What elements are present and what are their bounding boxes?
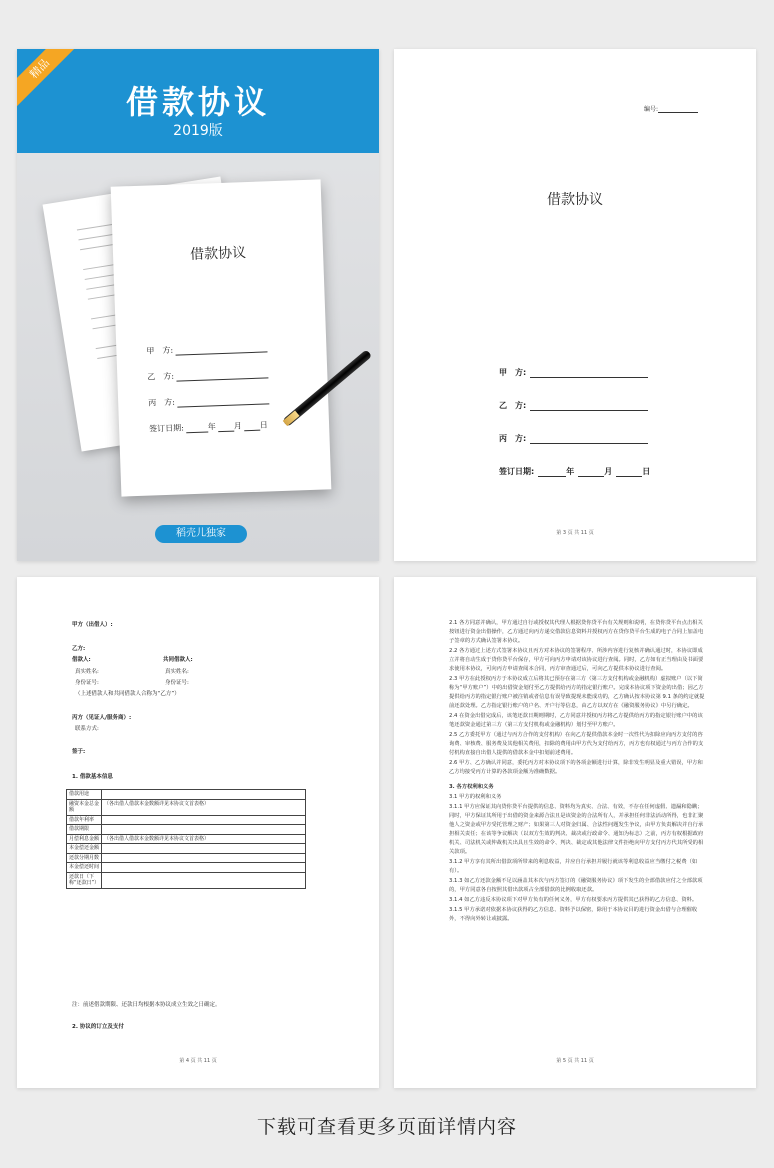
party-a-label: 甲方（出借人）: xyxy=(72,622,113,628)
terms-paragraph: 2.6 甲方、乙方确认并同意，委托丙方对本协议项下的各项金额进行计算，除非发生明显及重大错误，甲方和乙方均接受丙方计算的各款项金额为准确数据。 xyxy=(449,760,703,775)
co-id-label: 身份证号: xyxy=(165,680,189,686)
table-cell-value: （各出借人借款本金数额详见本协议文首表格） xyxy=(102,799,306,815)
party-c-row: 丙 方: xyxy=(499,433,648,444)
co-borrower-label: 共同借款人: xyxy=(163,657,193,663)
table-cell-label: 还款分期月数 xyxy=(67,853,102,863)
table-cell-label: 借款期限 xyxy=(67,825,102,835)
table-cell-value xyxy=(102,872,306,888)
code-field: 编号: xyxy=(644,104,698,113)
sheet-title: 借款协议 xyxy=(189,245,247,264)
table-cell-value xyxy=(102,815,306,825)
exclusive-badge: 稻壳儿独家 xyxy=(155,525,247,543)
table-row xyxy=(67,825,306,835)
contact-label: 联系方式: xyxy=(75,726,99,732)
combined-note: （上述借款人和共同借款人合称为“乙方”） xyxy=(75,691,180,697)
sign-date-row: 签订日期: 年 月 日 xyxy=(499,467,651,476)
table-row xyxy=(67,790,306,800)
table-cell-value xyxy=(102,825,306,835)
premium-ribbon: 精品 xyxy=(17,49,79,108)
sheet-row: 乙 方: xyxy=(147,367,268,382)
page-number: 第 4 页 共 11 页 xyxy=(179,1058,217,1064)
table-cell-label: 融资本金总金额 xyxy=(67,799,102,815)
terms-paragraph: 3. 各方权利和义务 xyxy=(449,784,494,790)
terms-page[interactable] xyxy=(394,577,756,1088)
borrower-label: 借款人: xyxy=(72,657,91,663)
co-real-name-label: 真实姓名: xyxy=(165,669,189,675)
party-c-label: 丙方（见证人/服务商）: xyxy=(72,715,132,721)
cover-title: 借款协议 xyxy=(125,83,270,121)
table-cell-value xyxy=(102,853,306,863)
party-a-row: 甲 方: xyxy=(499,367,648,378)
doc-title: 借款协议 xyxy=(547,192,603,208)
table-cell-value xyxy=(102,863,306,873)
title-page[interactable] xyxy=(394,49,756,561)
info-page[interactable] xyxy=(17,577,379,1088)
terms-paragraph: 2.5 乙方委托甲方（通过与丙方合作的支付机构）在向乙方提供借款本金时一次性代为扣除应向丙方支付的咨询费、审核费、服务费及其他相关费用，扣除的费用由甲方代为支付给丙方，丙方也有权通过与丙方合作的支付机构直接自出借人提供的借款本金中扣划前述费用。 xyxy=(449,732,704,756)
sheet-row: 甲 方: xyxy=(146,341,267,356)
section-2-heading: 2. 协议的订立及支付 xyxy=(72,1024,124,1030)
section-1-heading: 1. 借款基本信息 xyxy=(72,774,113,780)
table-cell-label: 借款年利率 xyxy=(67,815,102,825)
table-cell-label: 本金偿还时间 xyxy=(67,863,102,873)
party-b-label: 乙方: xyxy=(72,646,86,652)
id-label: 身份证号: xyxy=(75,680,99,686)
terms-paragraph: 3.1.4 如乙方违反本协议项下对甲方负有的任何义务，甲方有权要求丙方提供其已获得的乙方信息、资料。 xyxy=(449,897,698,903)
terms-paragraph: 3.1.1 甲方应保证其向贷你贷平台提供的信息、资料均为真实、合法、有效，不存在任何虚假、遗漏和隐瞒；同时，甲方保证其所用于出借的资金来源合法且是该资金的合法所有人，并承担任何非法活动所得，也非汇聚他人之资金或甲方受托管理之财产；如果第三人对资金归属、合法性问题发生争议，由甲方负责解决并自行承担相关责任；在该等争议解决（以双方生效的判决、裁决或行政命令、通知为标志）之前，丙方有权根据政府机关、司法机关或仲裁机关出具且生效的命令、判决、裁定或其他法律文件拒绝向甲方支付丙方代其所受的相关款项。 xyxy=(449,804,704,855)
terms-paragraph: 3.1.5 甲方承诺对依据本协议获得的乙方信息、资料予以保密，除用于本协议目的进行资金出借与合理催收外，不得向外转让或披露。 xyxy=(449,907,698,922)
table-cell-label: 本金偿还金额 xyxy=(67,844,102,854)
terms-paragraph: 2.4 在资金出借完成后，该笔还款日期则期时，乙方同意并授权丙方将乙方提供给丙方的指定银行账户中的该笔还款资金通过第三方（第三方支付机构或金融机构）划付至甲方账户。 xyxy=(449,713,703,728)
sheet-date-row: 签订日期: 年 月 日 xyxy=(148,420,268,434)
terms-paragraph: 2.3 甲方在此授权丙方于本协议成立后将其已预存在第三方（第三方支付机构或金融机构）虚拟账户（以下简称为“甲方账户”）中的出借资金划付至乙方提供给丙方的指定银行账户。完成本协议项下资金的出借；因乙方提供给丙方的指定银行账户被注销或者信息有误导致提现未能成功的，乙方确认按本协议第 9.1 条的约定就提前还款处理。乙方指定银行账户的户名、开户行等信息，由乙方以双方在《融资服务协议》中另行确定。 xyxy=(449,676,705,709)
cover-year: 2019版 xyxy=(173,123,223,139)
table-row xyxy=(67,815,306,825)
table-row xyxy=(67,844,306,854)
table-cell-value xyxy=(102,790,306,800)
real-name-label: 真实姓名: xyxy=(75,669,99,675)
table-row xyxy=(67,863,306,873)
cover-page[interactable] xyxy=(17,49,379,561)
sheet-row: 丙 方: xyxy=(148,393,269,408)
terms-text xyxy=(449,619,705,925)
table-cell-label: 借款用途 xyxy=(67,790,102,800)
table-row xyxy=(67,799,306,815)
sign-label: 签于: xyxy=(72,749,86,755)
table-cell-label: 月偿利息金额 xyxy=(67,834,102,844)
table-row xyxy=(67,834,306,844)
table-footnote: 注：前述借款期限、还款日均根据本协议成立生效之日确定。 xyxy=(72,1002,221,1008)
party-b-row: 乙 方: xyxy=(499,400,648,411)
table-cell-label: 还款日（下称“还款日”） xyxy=(67,872,102,888)
terms-paragraph: 2.2 各方通过上述方式签署本协议且丙方对本协议的签署程序、所涉内容进行复核并确认通过时，本协议即成立并将自动生成于贷你贷平台保存，甲方可向丙方申请对该协议进行查阅。同时，乙方如有正当理由及书面要求使用本协议，可向丙方申请查阅本合同，丙方审查通过后，可向乙方提供本协议进行查阅。 xyxy=(449,648,704,672)
table-cell-value: （各出借人借款本金数额详见本协议文首表格） xyxy=(102,834,306,844)
page-number: 第 3 页 共 11 页 xyxy=(556,530,594,536)
table-cell-value xyxy=(102,844,306,854)
terms-paragraph: 3.1.2 甲方享有其所出借款项所带来的利息收益，并应自行承担并履行就该等利息收益应当缴付之税费（如有）。 xyxy=(449,859,698,874)
front-sheet-illustration xyxy=(111,179,332,496)
table-row xyxy=(67,853,306,863)
terms-paragraph: 3.1 甲方的权利和义务 xyxy=(449,794,502,800)
page-number: 第 5 页 共 11 页 xyxy=(556,1058,594,1064)
terms-paragraph: 3.1.3 如乙方还款金额不足以涵盖其本次与丙方签订的《融资服务协议》项下发生的全部借款应付之全部款项的，甲方同意各自按照其借出款项占全部借款的比例收取还款。 xyxy=(449,878,703,893)
download-caption: 下载可查看更多页面详情内容 xyxy=(256,1116,517,1138)
table-row xyxy=(67,872,306,888)
loan-info-table xyxy=(66,789,306,889)
terms-paragraph: 2.1 各方同意并确认，甲方通过自行或授权其代理人根据贷你贷平台有关规则和说明，在贷你贷平台点击相关按钮进行资金出借操作，乙方通过向丙方递交借款信息资料并授权丙方在贷你贷平台生成的电子合同上加盖电子签章的方式确认签署本协议。 xyxy=(449,620,704,644)
